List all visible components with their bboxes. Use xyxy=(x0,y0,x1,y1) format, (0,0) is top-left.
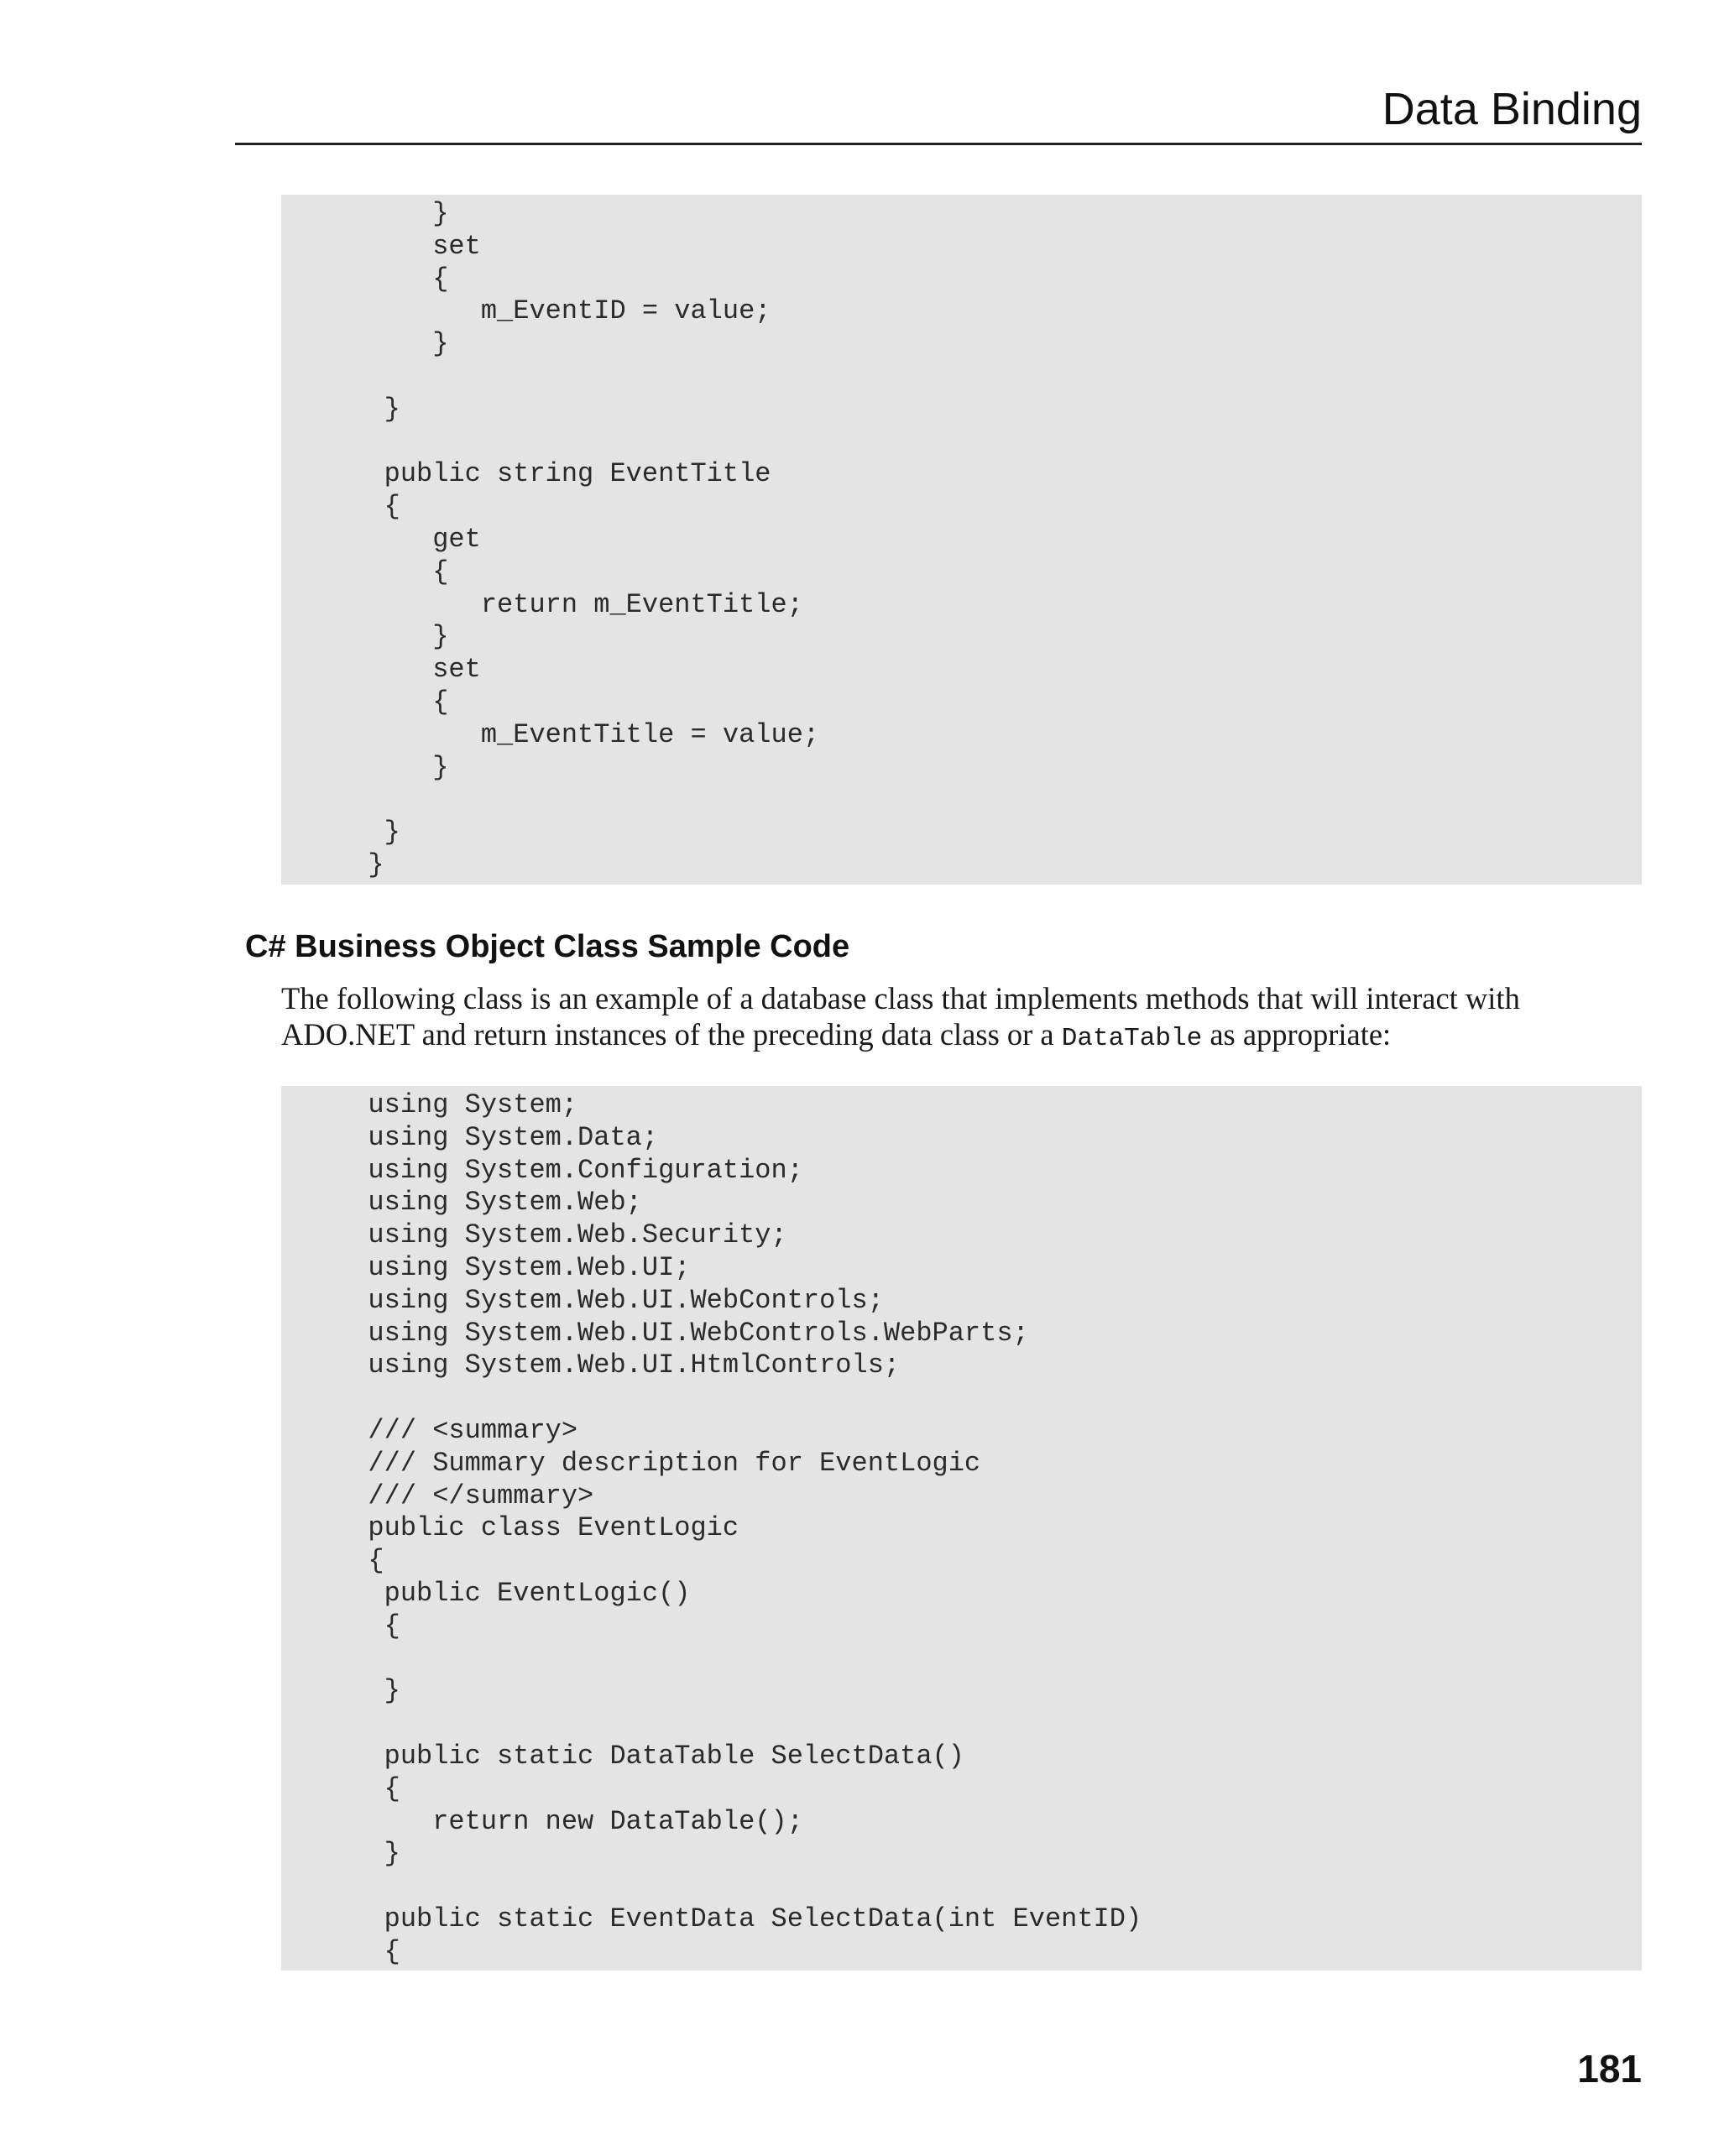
paragraph-text-start: The following class is an example of a database class that implements methods that will interact with ADO.NET and return instances of the preceding data class or a xyxy=(281,981,1520,1052)
inline-code-datatable: DataTable xyxy=(1061,1024,1203,1053)
paragraph-text-end: as appropriate: xyxy=(1202,1017,1392,1052)
body-paragraph xyxy=(281,980,1642,1057)
code-listing-1: } set { m_EventID = value; } } public string EventTitle { get { return m_EventTitle; } set { m_EventTitle = value; } } } xyxy=(368,198,820,880)
chapter-title: Data Binding xyxy=(1382,84,1642,134)
code-listing-2: using System; using System.Data; using System.Configuration; using System.Web; using System.Web.Security; using System.Web.UI; using System.Web.UI.WebControls; using System.Web.UI.WebControls.WebParts; using System.Web.UI.HtmlControls; /// <summary> /// Summary description for EventLogic /// </summary> public class EventLogic { public EventLogic() { } public static DataTable SelectData() { return new DataTable(); } public static EventData SelectData(int EventID) { xyxy=(368,1089,1142,1967)
section-heading: C# Business Object Class Sample Code xyxy=(245,929,850,964)
page-number: 181 xyxy=(1577,2047,1642,2091)
header-rule xyxy=(235,143,1642,145)
code-block-event-data-tail xyxy=(281,195,1642,885)
code-block-event-logic xyxy=(281,1086,1642,1971)
running-header xyxy=(235,80,1642,147)
